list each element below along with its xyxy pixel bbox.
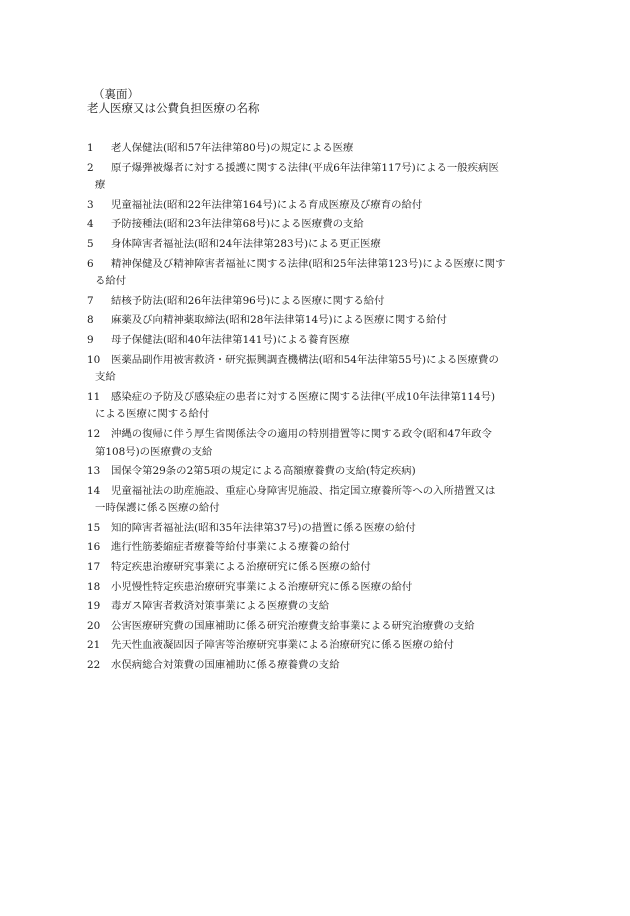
- item-text-line2: 療: [95, 179, 106, 192]
- list-item: [87, 559, 557, 577]
- item-number: 10: [87, 353, 101, 366]
- item-text: [95, 389, 557, 424]
- item-number: 20: [87, 619, 101, 632]
- item-text: 児童福祉法(昭和22年法律第164号)による育成医療及び療育の給付: [111, 198, 423, 211]
- item-text-line1: 医薬品副作用被害救済・研究振興調査機構法(昭和54年法律第55号)による医療費の: [111, 353, 499, 366]
- item-number: 15: [87, 521, 101, 534]
- list-item: [87, 236, 557, 254]
- list-item: [87, 389, 557, 424]
- list-item: [87, 352, 557, 387]
- item-number: 4: [87, 218, 94, 231]
- item-text: 公害医療研究費の国庫補助に係る研究治療費支給事業による研究治療費の支給: [111, 619, 475, 632]
- item-text: [95, 352, 557, 387]
- item-text: 進行性筋萎縮症者療養等給付事業による療養の給付: [111, 541, 350, 554]
- list-item: [87, 657, 557, 675]
- item-number: 11: [87, 390, 101, 403]
- list-item: [87, 618, 557, 636]
- item-text: 小児慢性特定疾患治療研究事業による治療研究に係る医療の給付: [111, 580, 413, 593]
- item-text: 特定疾患治療研究事業による治療研究に係る医療の給付: [111, 561, 371, 574]
- list-item: [87, 312, 557, 330]
- item-text-line2: る給付: [95, 275, 127, 288]
- back-side-label: （裏面）: [93, 87, 139, 101]
- item-number: 22: [87, 659, 101, 672]
- item-text-line1: 原子爆弾被爆者に対する援護に関する法律(平成6年法律第117号)による一般疾病医: [111, 161, 499, 174]
- item-text-line2: 支給: [95, 371, 116, 384]
- item-text: 毒ガス障害者救済対策事業による医療費の支給: [111, 600, 330, 613]
- item-number: 2: [87, 161, 94, 174]
- item-number: 8: [87, 314, 94, 327]
- item-number: 9: [87, 333, 94, 346]
- list-item: [87, 216, 557, 234]
- document-title: 老人医療又は公費負担医療の名称: [87, 101, 260, 115]
- item-text-line1: 感染症の予防及び感染症の患者に対する医療に関する法律(平成10年法律第114号): [111, 390, 496, 403]
- item-number: 18: [87, 580, 101, 593]
- list-item: [87, 483, 557, 518]
- item-number: 13: [87, 465, 101, 478]
- item-number: 17: [87, 561, 101, 574]
- item-text-line1: 精神保健及び精神障害者福祉に関する法律(昭和25年法律第123号)による医療に関す: [111, 257, 506, 270]
- item-text-line2: 第108号)の医療費の支給: [95, 445, 213, 458]
- list-item: [87, 332, 557, 350]
- list-item: [87, 426, 557, 461]
- item-text-line1: 沖縄の復帰に伴う厚生省関係法令の適用の特別措置等に関する政令(昭和47年政令: [111, 427, 492, 440]
- list-item: [87, 256, 557, 291]
- item-text: [95, 426, 557, 461]
- item-text: 水俣病総合対策費の国庫補助に係る療養費の支給: [111, 659, 340, 672]
- item-number: 19: [87, 600, 101, 613]
- item-number: 5: [87, 237, 94, 250]
- item-text-line2: 一時保護に係る医療の給付: [95, 502, 220, 515]
- item-text: 先天性血液凝固因子障害等治療研究事業による治療研究に係る医療の給付: [111, 639, 454, 652]
- item-number: 21: [87, 639, 101, 652]
- item-text: [95, 483, 557, 518]
- item-number: 12: [87, 427, 101, 440]
- item-text: [95, 256, 557, 291]
- item-text: [95, 160, 557, 195]
- item-text: 老人保健法(昭和57年法律第80号)の規定による医療: [111, 142, 354, 154]
- item-text: 身体障害者福祉法(昭和24年法律第283号)による更正医療: [111, 237, 381, 250]
- list-item: [87, 197, 557, 215]
- item-number: 16: [87, 541, 101, 554]
- list-item: [87, 579, 557, 597]
- item-number: 3: [87, 198, 94, 211]
- list-item: [87, 463, 557, 481]
- item-number: 14: [87, 484, 101, 497]
- list-item: [87, 598, 557, 616]
- list-item: [87, 160, 557, 195]
- item-text: 知的障害者福祉法(昭和35年法律第37号)の措置に係る医療の給付: [111, 521, 416, 534]
- item-text: 結核予防法(昭和26年法律第96号)による医療に関する給付: [111, 294, 385, 307]
- item-number: 7: [87, 294, 94, 307]
- item-number: 6: [87, 257, 94, 270]
- item-text-line2: による医療に関する給付: [95, 408, 210, 421]
- item-text: 麻薬及び向精神薬取締法(昭和28年法律第14号)による医療に関する給付: [111, 314, 447, 327]
- list-item: [87, 293, 557, 311]
- list-item: [87, 140, 557, 158]
- list-item: [87, 637, 557, 655]
- medical-care-list: [87, 140, 557, 677]
- item-text: 母子保健法(昭和40年法律第141号)による養育医療: [111, 333, 350, 346]
- item-number: 1: [87, 142, 94, 154]
- list-item: [87, 520, 557, 538]
- item-text-line1: 児童福祉法の助産施設、重症心身障害児施設、指定国立療養所等への入所措置又は: [111, 484, 496, 497]
- item-text: 国保令第29条の2第5項の規定による高額療養費の支給(特定疾病): [111, 465, 416, 478]
- item-text: 予防接種法(昭和23年法律第68号)による医療費の支給: [111, 218, 364, 231]
- list-item: [87, 539, 557, 557]
